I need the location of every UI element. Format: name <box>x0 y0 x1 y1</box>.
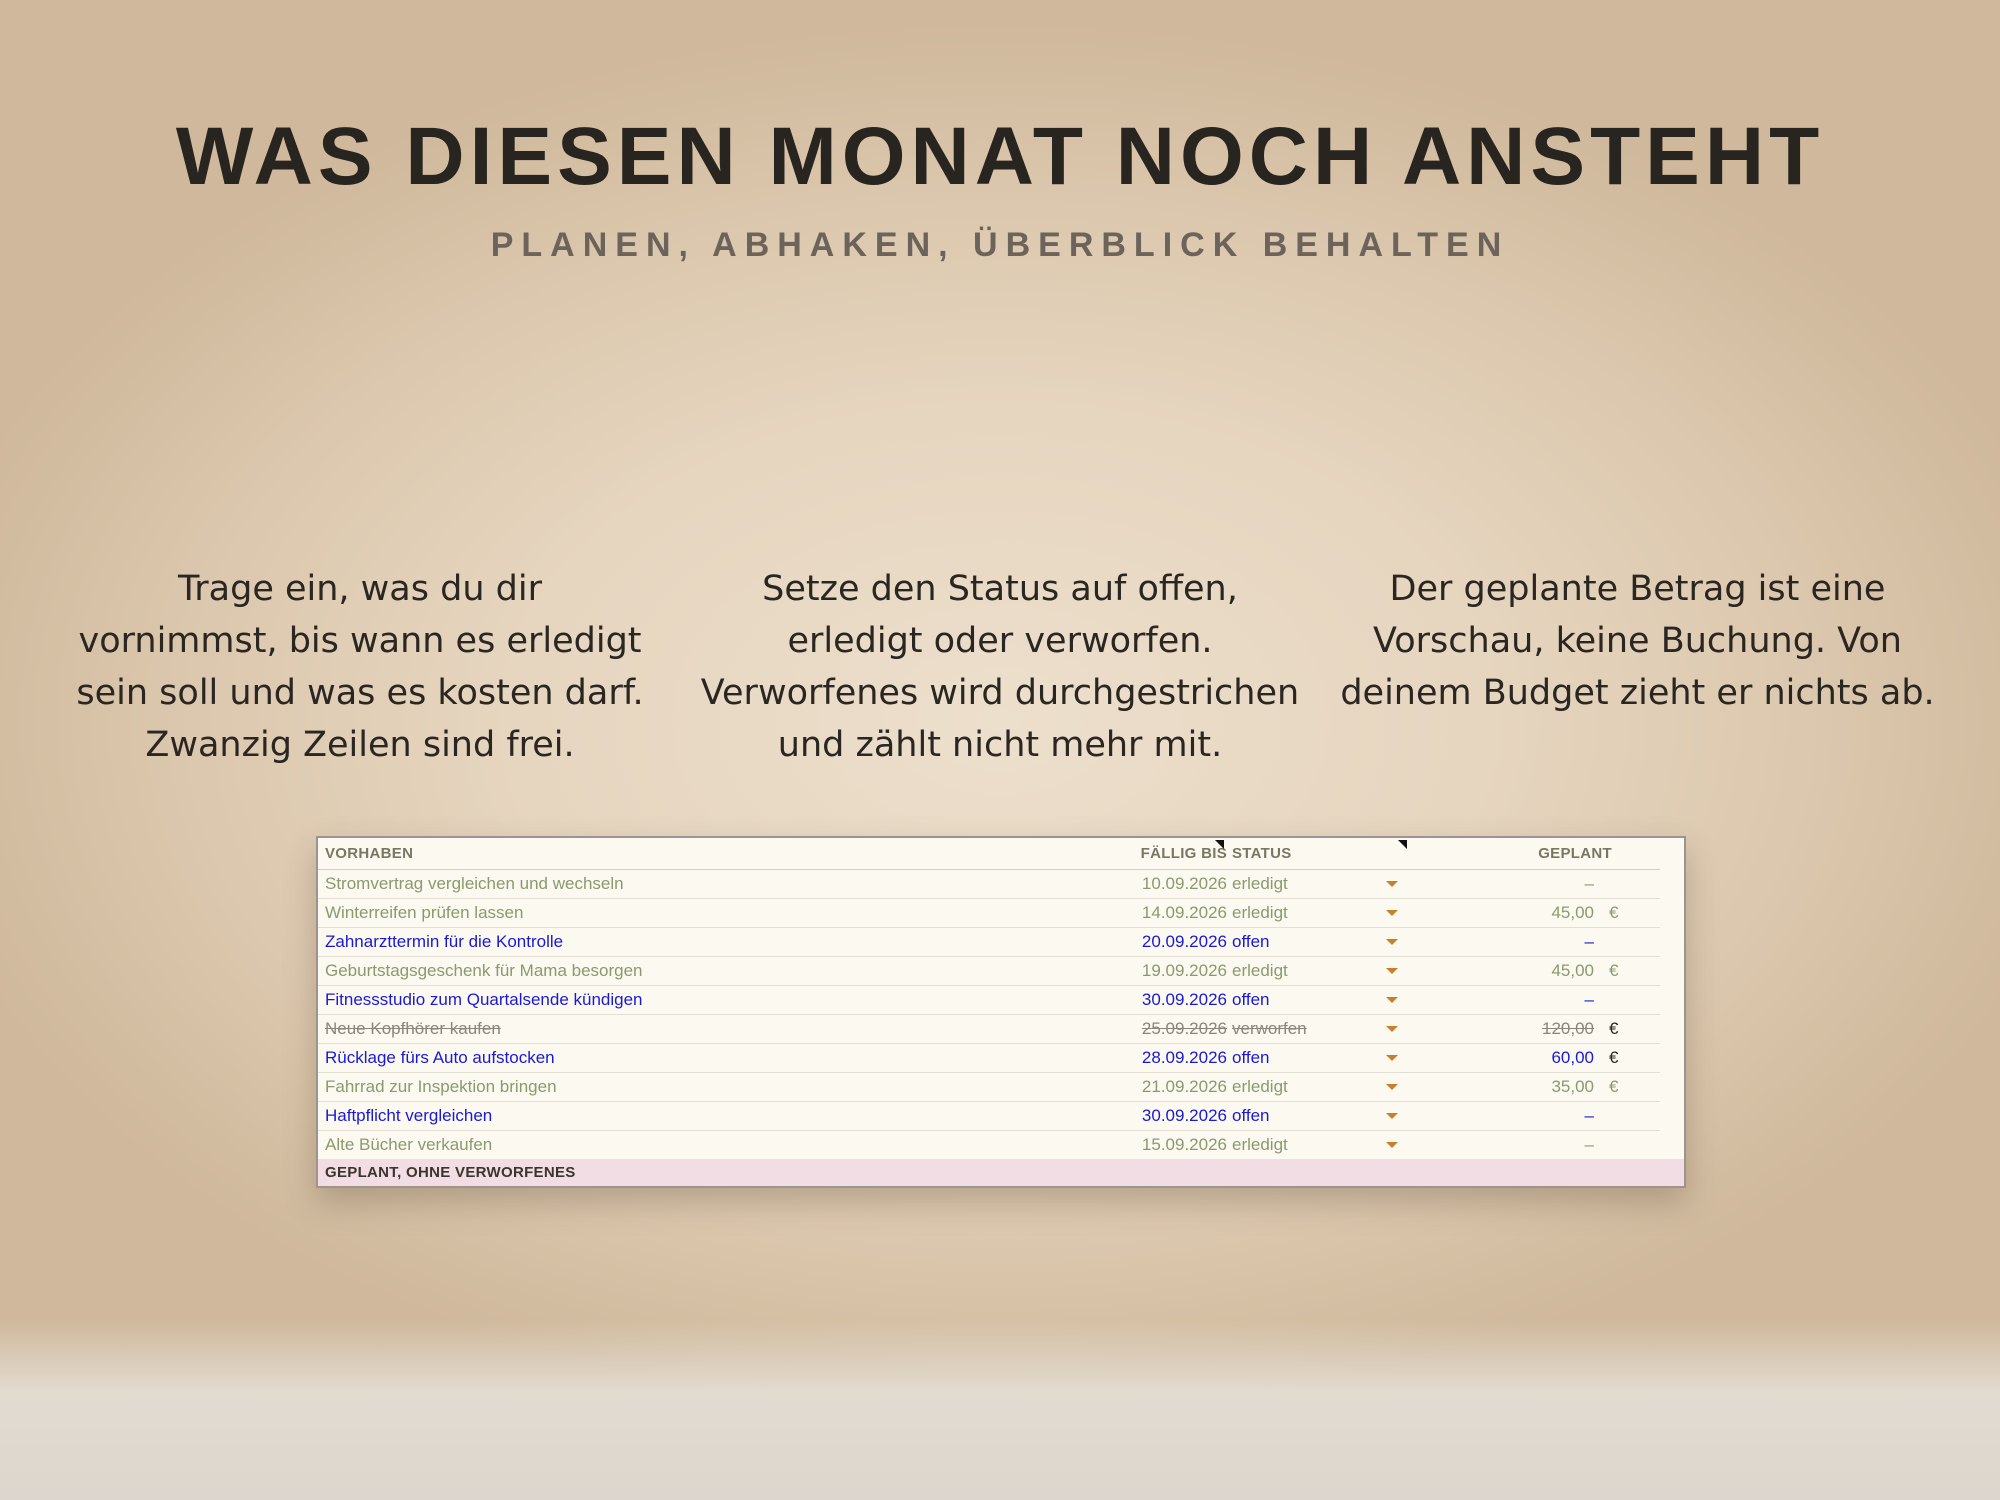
currency-cell[interactable]: € <box>1609 903 1619 922</box>
page-title: WAS DIESEN MONAT NOCH ANSTEHT <box>175 111 1825 202</box>
status-cell[interactable]: erledigt <box>1232 1077 1288 1096</box>
status-cell[interactable]: offen <box>1232 990 1270 1009</box>
column-header-status[interactable]: STATUS <box>1232 845 1292 862</box>
task-cell[interactable]: Zahnarzttermin für die Kontrolle <box>325 932 564 951</box>
chevron-down-icon[interactable] <box>1385 928 1397 956</box>
chevron-down-icon[interactable] <box>1385 986 1397 1014</box>
status-cell[interactable]: offen <box>1232 1106 1270 1125</box>
intro-line: vornimmst, bis wann es erledigt <box>78 621 642 661</box>
task-cell[interactable]: Geburtstagsgeschenk für Mama besorgen <box>325 961 643 980</box>
planned-amount-cell[interactable]: 35,00 <box>1551 1077 1594 1096</box>
task-cell[interactable]: Alte Bücher verkaufen <box>325 1135 493 1154</box>
column-header-due[interactable]: FÄLLIG BIS <box>1140 845 1227 862</box>
intro-line: Vorschau, keine Buchung. Von <box>1373 621 1902 661</box>
column-header-task[interactable]: VORHABEN <box>325 845 414 862</box>
chevron-down-icon[interactable] <box>1385 1073 1397 1101</box>
due-date-cell[interactable]: 20.09.2026 <box>1141 932 1227 951</box>
intro-line: sein soll und was es kosten darf. <box>76 673 644 713</box>
chevron-down-icon[interactable] <box>1385 1131 1397 1159</box>
task-table <box>316 836 1686 1188</box>
background-floor <box>0 1320 2000 1500</box>
intro-line: deinem Budget zieht er nichts ab. <box>1340 673 1935 713</box>
task-cell[interactable]: Winterreifen prüfen lassen <box>325 903 524 922</box>
status-cell[interactable]: erledigt <box>1232 1135 1288 1154</box>
intro-text-1 <box>70 563 650 771</box>
table-row[interactable] <box>318 1044 1660 1073</box>
chevron-down-icon[interactable] <box>1385 870 1397 898</box>
table-row[interactable] <box>318 1102 1660 1131</box>
chevron-down-icon[interactable] <box>1385 899 1397 927</box>
due-date-cell[interactable]: 30.09.2026 <box>1141 1106 1227 1125</box>
intro-line: erledigt oder verworfen. <box>787 621 1213 661</box>
due-date-cell[interactable]: 14.09.2026 <box>1141 903 1227 922</box>
task-cell[interactable]: Fahrrad zur Inspektion bringen <box>325 1077 557 1096</box>
status-cell[interactable]: verworfen <box>1232 1019 1307 1038</box>
planned-amount-cell[interactable]: 60,00 <box>1551 1048 1594 1067</box>
currency-cell[interactable]: € <box>1609 961 1619 980</box>
due-date-cell[interactable]: 30.09.2026 <box>1141 990 1227 1009</box>
planned-amount-cell[interactable]: – <box>1584 874 1594 893</box>
table-row[interactable] <box>318 928 1660 957</box>
intro-line: Trage ein, was du dir <box>178 569 542 609</box>
intro-text-3 <box>1340 563 1935 719</box>
table-row[interactable] <box>318 1131 1660 1160</box>
due-date-cell[interactable]: 21.09.2026 <box>1141 1077 1227 1096</box>
planned-amount-cell[interactable]: – <box>1584 1135 1594 1154</box>
chevron-down-icon[interactable] <box>1385 1102 1397 1130</box>
table-header <box>318 838 1660 870</box>
footer-label: GEPLANT, OHNE VERWORFENES <box>325 1164 576 1181</box>
status-cell[interactable]: erledigt <box>1232 903 1288 922</box>
chevron-down-icon[interactable] <box>1385 1015 1397 1043</box>
planned-amount-cell[interactable]: – <box>1584 1106 1594 1125</box>
due-date-cell[interactable]: 28.09.2026 <box>1141 1048 1227 1067</box>
currency-cell[interactable]: € <box>1609 1048 1619 1067</box>
chevron-down-icon[interactable] <box>1385 957 1397 985</box>
due-date-cell[interactable]: 25.09.2026 <box>1141 1019 1227 1038</box>
column-header-planned[interactable]: GEPLANT <box>1538 845 1612 862</box>
status-cell[interactable]: erledigt <box>1232 961 1288 980</box>
planned-amount-cell[interactable]: – <box>1584 990 1594 1009</box>
table-row[interactable] <box>318 1015 1660 1044</box>
status-cell[interactable]: erledigt <box>1232 874 1288 893</box>
intro-line: Setze den Status auf offen, <box>762 569 1238 609</box>
task-cell[interactable]: Rücklage fürs Auto aufstocken <box>325 1048 555 1067</box>
intro-line: Zwanzig Zeilen sind frei. <box>145 725 575 765</box>
table-row[interactable] <box>318 870 1660 899</box>
currency-cell[interactable]: € <box>1609 1019 1619 1038</box>
intro-text-2 <box>700 563 1300 771</box>
status-cell[interactable]: offen <box>1232 1048 1270 1067</box>
intro-line: Verworfenes wird durchgestrichen <box>700 673 1300 713</box>
planned-amount-cell[interactable]: 45,00 <box>1551 961 1594 980</box>
status-cell[interactable]: offen <box>1232 932 1270 951</box>
table-row[interactable] <box>318 1073 1660 1102</box>
due-date-cell[interactable]: 10.09.2026 <box>1141 874 1227 893</box>
task-cell[interactable]: Neue Kopfhörer kaufen <box>325 1019 501 1038</box>
intro-line: und zählt nicht mehr mit. <box>777 725 1223 765</box>
planned-amount-cell[interactable]: 45,00 <box>1551 903 1594 922</box>
comment-corner-icon[interactable] <box>1215 840 1224 849</box>
table-row[interactable] <box>318 899 1660 928</box>
task-cell[interactable]: Haftpflicht vergleichen <box>325 1106 493 1125</box>
task-cell[interactable]: Fitnessstudio zum Quartalsende kündigen <box>325 990 643 1009</box>
task-cell[interactable]: Stromvertrag vergleichen und wechseln <box>325 874 624 893</box>
intro-line: Der geplante Betrag ist eine <box>1389 569 1886 609</box>
table-footer <box>318 1159 1684 1186</box>
table-row[interactable] <box>318 957 1660 986</box>
page-subtitle: PLANEN, ABHAKEN, ÜBERBLICK BEHALTEN <box>490 226 1510 264</box>
currency-cell[interactable]: € <box>1609 1077 1619 1096</box>
due-date-cell[interactable]: 15.09.2026 <box>1141 1135 1227 1154</box>
comment-corner-icon[interactable] <box>1398 840 1407 849</box>
planned-amount-cell[interactable]: – <box>1584 932 1594 951</box>
table-row[interactable] <box>318 986 1660 1015</box>
due-date-cell[interactable]: 19.09.2026 <box>1141 961 1227 980</box>
planned-amount-cell[interactable]: 120,00 <box>1542 1019 1594 1038</box>
chevron-down-icon[interactable] <box>1385 1044 1397 1072</box>
